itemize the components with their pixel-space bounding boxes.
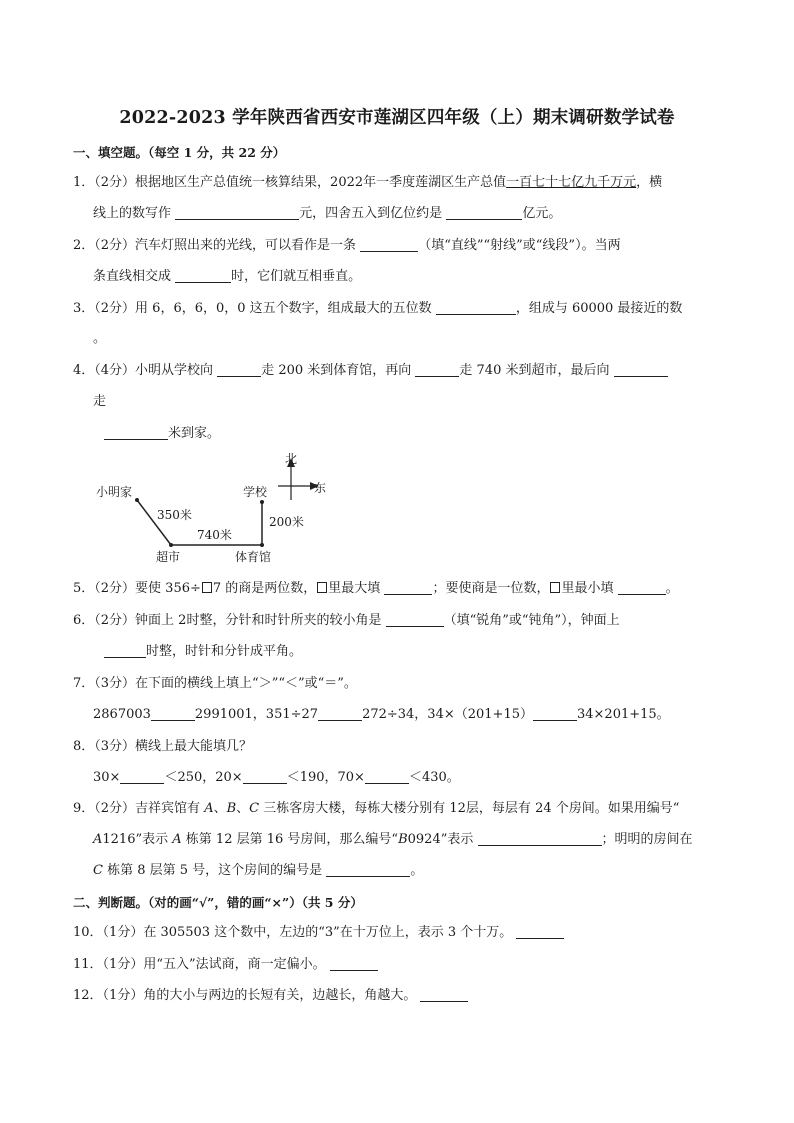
box-symbol bbox=[202, 582, 212, 593]
q1-text-tail: ，横 bbox=[636, 175, 663, 190]
question-1 bbox=[73, 174, 662, 192]
box-symbol bbox=[550, 582, 560, 593]
route-segment-home-market bbox=[137, 500, 171, 545]
q9-sep: 、 bbox=[213, 801, 227, 816]
answer-blank-q2-a[interactable] bbox=[360, 237, 418, 252]
q9-var-b: B bbox=[226, 801, 237, 816]
question-9-line-2 bbox=[93, 831, 693, 849]
answer-blank-q1-a[interactable] bbox=[175, 205, 299, 220]
answer-blank-q7-b[interactable] bbox=[318, 706, 362, 721]
question-6-line-2 bbox=[104, 643, 302, 661]
q2-text: 2．（2分）汽车灯照出来的光线，可以看作是一条 bbox=[73, 238, 357, 253]
q4-text-3: 走 740 米到超市，最后向 bbox=[459, 363, 610, 378]
question-1-line-2 bbox=[93, 205, 561, 223]
question-12 bbox=[73, 987, 468, 1005]
q4-text-4: 走 bbox=[93, 394, 107, 409]
question-7 bbox=[73, 675, 357, 693]
question-8 bbox=[73, 738, 252, 756]
q9-text-7: 栋第 8 层第 5 号，这个房间的编号是 bbox=[102, 863, 323, 878]
question-9-line-3 bbox=[93, 862, 423, 880]
q8-expr-2: ＜250，20× bbox=[164, 770, 243, 785]
question-2 bbox=[73, 237, 621, 255]
q2-text-2: （填“直线”“射线”或“线段”）。当两 bbox=[418, 238, 621, 253]
answer-blank-q8-a[interactable] bbox=[120, 769, 164, 784]
map-label-distance-200: 200米 bbox=[269, 515, 304, 529]
q8-text: 8．（3分）横线上最大能填几？ bbox=[73, 739, 253, 754]
q1-text: 1．（2分）根据地区生产总值统一核算结果，2022年一季度莲湖区生产总值 bbox=[73, 175, 507, 190]
answer-blank-q2-b[interactable] bbox=[175, 268, 231, 283]
question-2-line-2 bbox=[93, 268, 361, 286]
answer-blank-q1-b[interactable] bbox=[446, 205, 522, 220]
answer-blank-q7-c[interactable] bbox=[533, 706, 577, 721]
q10-text: 10．（1分）在 305503 这个数中，左边的“3”在十万位上，表示 3 个十万。 bbox=[73, 925, 513, 940]
question-7-line-2 bbox=[93, 706, 670, 724]
q4-text-5: 米到家。 bbox=[168, 426, 221, 441]
school-point bbox=[260, 500, 264, 504]
q5-text-3: 里最大填 bbox=[328, 581, 381, 596]
question-3 bbox=[73, 300, 682, 318]
page-title: 2022-2023 学年陕西省西安市莲湖区四年级（上）期末调研数学试卷 bbox=[119, 108, 675, 128]
q9-text-3: 1216”表示 bbox=[102, 832, 173, 847]
gym-point bbox=[260, 543, 264, 547]
answer-blank-q5-a[interactable] bbox=[384, 580, 432, 595]
question-6 bbox=[73, 612, 620, 630]
q7-expr-2: 2991001，351÷27 bbox=[194, 707, 319, 722]
map-label-north: 北 bbox=[285, 452, 298, 466]
q2-text-4: 时，它们就互相垂直。 bbox=[231, 269, 362, 284]
q8-expr-1: 30× bbox=[93, 770, 121, 785]
q7-expr-4: 34×201+15。 bbox=[577, 707, 670, 722]
answer-blank-q7-a[interactable] bbox=[151, 706, 195, 721]
q5-text-6: 。 bbox=[665, 581, 679, 596]
answer-blank-q8-b[interactable] bbox=[243, 769, 287, 784]
q6-text-3: 时整，时针和分针成平角。 bbox=[146, 644, 303, 659]
home-point bbox=[135, 498, 139, 502]
q9-var-b: B bbox=[398, 832, 408, 847]
answer-blank-q11[interactable] bbox=[330, 956, 378, 971]
q1-text-2: 线上的数写作 bbox=[93, 206, 172, 221]
q9-text-4: 栋第 12 层第 16 号房间，那么编号“ bbox=[181, 832, 399, 847]
q4-text: 4．（4分）小明从学校向 bbox=[73, 363, 214, 378]
answer-blank-q4-b[interactable] bbox=[415, 362, 459, 377]
q8-expr-3: ＜190，70× bbox=[286, 770, 365, 785]
q9-var-c: C bbox=[93, 863, 103, 878]
q1-text-4: 亿元。 bbox=[522, 206, 562, 221]
question-3-line-2 bbox=[93, 330, 106, 348]
q9-text-6: ；明明的房间在 bbox=[601, 832, 693, 847]
q11-text: 11．（1分）用“五入”法试商，商一定偏小。 bbox=[73, 957, 326, 972]
q9-text: 9．（2分）吉祥宾馆有 bbox=[73, 801, 205, 816]
q6-text-2: （填“锐角”或“钝角”），钟面上 bbox=[443, 613, 620, 628]
answer-blank-q4-c[interactable] bbox=[614, 362, 668, 377]
section-1-heading: 一、填空题。（每空 1 分，共 22 分） bbox=[73, 145, 286, 160]
map-label-distance-350: 350米 bbox=[157, 508, 192, 522]
q5-text-4: ；要使商是一位数， bbox=[432, 581, 550, 596]
q3-text-2: ，组成与 60000 最接近的数 bbox=[515, 301, 683, 316]
route-map-figure bbox=[90, 450, 350, 570]
q3-text-3: 。 bbox=[93, 331, 107, 346]
map-label-market: 超市 bbox=[156, 550, 181, 564]
map-label-distance-740: 740米 bbox=[197, 528, 232, 542]
q9-var-c: C bbox=[249, 801, 260, 816]
box-symbol bbox=[317, 582, 327, 593]
q7-text: 7．（3分）在下面的横线上填上“＞”“＜”或“＝”。 bbox=[73, 676, 357, 691]
q7-expr-3: 272÷34，34×（201+15） bbox=[362, 707, 533, 722]
section-2-heading: 二、判断题。（对的画“√”，错的画“×”）（共 5 分） bbox=[73, 895, 363, 910]
q9-var-a: A bbox=[172, 832, 182, 847]
answer-blank-q4-d[interactable] bbox=[104, 425, 168, 440]
q5-text: 5．（2分）要使 356÷ bbox=[73, 581, 201, 596]
q1-text-3: 元，四舍五入到亿位约是 bbox=[299, 206, 443, 221]
map-label-school: 学校 bbox=[243, 485, 268, 499]
answer-blank-q9-a[interactable] bbox=[478, 831, 602, 846]
q3-text: 3．（2分）用 6，6，6，0，0 这五个数字，组成最大的五位数 bbox=[73, 301, 432, 316]
answer-blank-q3-a[interactable] bbox=[436, 300, 516, 315]
q9-text-8: 。 bbox=[410, 863, 424, 878]
answer-blank-q6-a[interactable] bbox=[386, 612, 444, 627]
map-label-east: 东 bbox=[314, 481, 327, 495]
question-4 bbox=[73, 362, 668, 380]
q5-text-2: 7 的商是两位数， bbox=[212, 581, 317, 596]
answer-blank-q6-b[interactable] bbox=[104, 643, 146, 658]
question-4-line-2 bbox=[93, 393, 106, 411]
market-point bbox=[169, 543, 173, 547]
q12-text: 12．（1分）角的大小与两边的长短有关，边越长，角越大。 bbox=[73, 988, 417, 1003]
answer-blank-q4-a[interactable] bbox=[217, 362, 261, 377]
q8-expr-4: ＜430。 bbox=[408, 770, 460, 785]
answer-blank-q5-b[interactable] bbox=[618, 580, 666, 595]
map-label-gym: 体育馆 bbox=[235, 550, 272, 564]
q5-text-5: 里最小填 bbox=[561, 581, 614, 596]
question-9 bbox=[73, 800, 679, 818]
answer-blank-q8-c[interactable] bbox=[365, 769, 409, 784]
question-8-line-2 bbox=[93, 769, 460, 787]
map-label-home: 小明家 bbox=[96, 485, 133, 499]
q2-text-3: 条直线相交成 bbox=[93, 269, 172, 284]
q9-var-a: A bbox=[204, 801, 214, 816]
question-11 bbox=[73, 956, 378, 974]
q7-expr-1: 2867003 bbox=[93, 707, 151, 722]
q6-text: 6．（2分）钟面上 2时整，分针和时针所夹的较小角是 bbox=[73, 613, 382, 628]
question-10 bbox=[73, 924, 564, 942]
answer-blank-q9-b[interactable] bbox=[326, 862, 410, 877]
q9-sep: 、 bbox=[236, 801, 250, 816]
question-4-line-3 bbox=[104, 425, 220, 443]
answer-blank-q12[interactable] bbox=[420, 987, 468, 1002]
q1-underlined-amount: 一百七十七亿九千万元 bbox=[506, 175, 637, 190]
q9-var-a: A bbox=[93, 832, 103, 847]
q4-text-2: 走 200 米到体育馆，再向 bbox=[261, 363, 412, 378]
q9-text-5: 0924”表示 bbox=[407, 832, 474, 847]
q9-text-2: 三栋客房大楼，每栋大楼分别有 12层，每层有 24 个房间。如果用编号“ bbox=[259, 801, 680, 816]
answer-blank-q10[interactable] bbox=[516, 924, 564, 939]
question-5 bbox=[73, 580, 679, 598]
